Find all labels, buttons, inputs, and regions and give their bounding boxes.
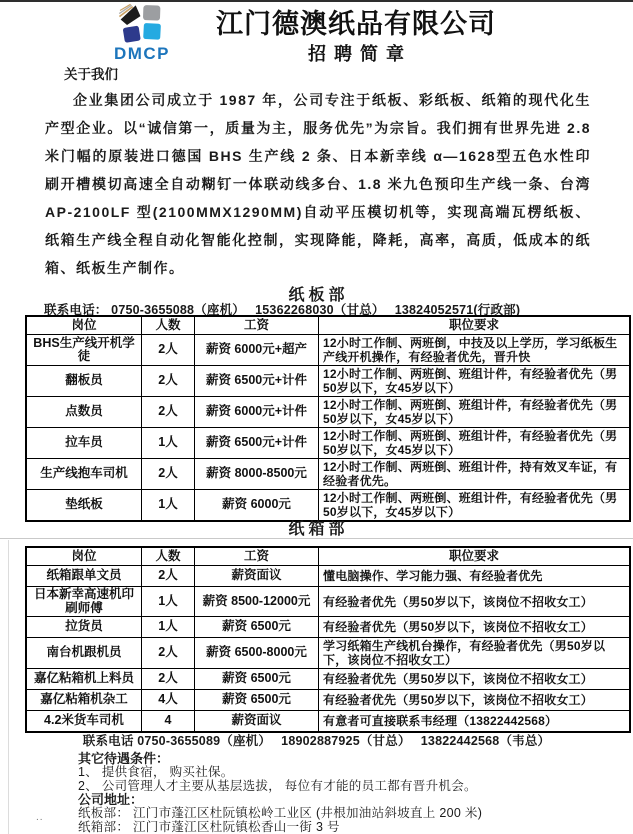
headcount-cell: 1人 [142, 587, 195, 617]
benefit-item: 2、 公司管理人才主要从基层选拔， 每位有才能的员工都有晋升机会。 [78, 778, 477, 793]
requirements-cell: 12小时工作制、两班倒、班组计件，有经验者优先（男50岁以下，女45岁以下） [319, 428, 631, 459]
job-title-cell: 日本新幸高速机印刷师傅 [26, 587, 142, 617]
salary-cell: 薪资 6500元+计件 [195, 428, 319, 459]
salary-cell: 薪资 6000元 [195, 490, 319, 522]
salary-cell: 薪资 6000元+计件 [195, 397, 319, 428]
table-row [26, 459, 630, 490]
table-row [26, 397, 630, 428]
table-row [26, 690, 630, 711]
requirements-cell: 有意者可直接联系韦经理（13822442568） [319, 711, 631, 733]
column-header: 工资 [195, 547, 319, 566]
table-row [26, 428, 630, 459]
carton-dept-contact-line: 联系电话 0750-3655089（座机） 18902887925（甘总） 13822442568（韦总） [82, 734, 551, 748]
carton-dept-jobs-table [25, 546, 631, 733]
table-row [26, 566, 630, 587]
requirements-cell: 懂电脑操作、学习能力强、有经验者优先 [319, 566, 631, 587]
job-title-cell: BHS生产线开机学徒 [26, 335, 142, 366]
table-header-row [26, 316, 630, 335]
headcount-cell: 2人 [142, 366, 195, 397]
benefit-item: 1、 提供食宿， 购买社保。 [78, 764, 234, 779]
job-title-cell: 嘉亿粘箱机杂工 [26, 690, 142, 711]
headcount-cell: 2人 [142, 638, 195, 669]
board-dept-contact-line: 联系电话： 0750-3655088（座机） 15362268030（甘总） 13824052571(行政部) [44, 303, 521, 317]
headcount-cell: 2人 [142, 566, 195, 587]
job-title-cell: 点数员 [26, 397, 142, 428]
address-carton-dept: 纸箱部： 江门市蓬江区杜阮镇松香山一街 3 号 [78, 819, 340, 834]
job-title-cell: 拉车员 [26, 428, 142, 459]
logo-text: DMCP [113, 44, 171, 63]
table-row [26, 669, 630, 690]
benefits-heading: 其它待遇条件： [78, 751, 170, 766]
job-title-cell: 纸箱跟单文员 [26, 566, 142, 587]
table-row [26, 587, 630, 617]
headcount-cell: 2人 [142, 335, 195, 366]
requirements-cell: 有经验者优先（男50岁以下，该岗位不招收女工） [319, 587, 631, 617]
requirements-cell: 有经验者优先（男50岁以下，该岗位不招收女工） [319, 617, 631, 638]
headcount-cell: 4人 [142, 690, 195, 711]
column-header: 岗位 [26, 316, 142, 335]
headcount-cell: 1人 [142, 490, 195, 522]
salary-cell: 薪资 6000元+超产 [195, 335, 319, 366]
salary-cell: 薪资 6500元+计件 [195, 366, 319, 397]
table-row [26, 617, 630, 638]
salary-cell: 薪资 6500-8000元 [195, 638, 319, 669]
job-title-cell: 垫纸板 [26, 490, 142, 522]
requirements-cell: 12小时工作制、两班倒、班组计件，有经验者优先（男50岁以下，女45岁以下） [319, 490, 631, 522]
job-title-cell: 嘉亿粘箱机上料员 [26, 669, 142, 690]
job-title-cell: 南台机跟机员 [26, 638, 142, 669]
requirements-cell: 有经验者优先（男50岁以下，该岗位不招收女工） [319, 669, 631, 690]
table-row [26, 366, 630, 397]
logo-mark-icon [115, 3, 169, 45]
headcount-cell: 2人 [142, 669, 195, 690]
headcount-cell: 4 [142, 711, 195, 733]
address-heading: 公司地址： [78, 792, 144, 808]
requirements-cell: 有经验者优先（男50岁以下，该岗位不招收女工） [319, 690, 631, 711]
column-header: 职位要求 [319, 547, 631, 566]
about-us-paragraph: 企业集团公司成立于 1987 年，公司专注于纸板、彩纸板、纸箱的现代化生产型企业。以“诚信第一，质量为主，服务优先”为宗旨。我们拥有世界先进 2.8 米门幅的原装进口德国 BHS 生产线 2 条、日本新幸线 α—1628型五色水性印刷开槽模切高速全自动糊钉一体联动线多台、1.8 米九色预印生产线一条、台湾 AP-2100LF 型(2100MMX1290MM)自动平压模切机等，实现高端瓦楞纸板、纸箱生产线全程自动化智能化控制，实现降能，降耗，高率，高质，低成本的纸箱、纸板生产制作。 [45, 92, 591, 276]
doc-title: 招聘简章 [308, 44, 412, 64]
table-row [26, 638, 630, 669]
column-header: 人数 [142, 547, 195, 566]
requirements-cell: 12小时工作制、两班倒，中技及以上学历，学习纸板生产线开机操作，有经验者优先，晋升快 [319, 335, 631, 366]
page-artifact-dots: .. [36, 812, 44, 823]
salary-cell: 薪资 6500元 [195, 617, 319, 638]
company-name-title: 江门德澳纸品有限公司 [216, 9, 496, 39]
salary-cell: 薪资面议 [195, 566, 319, 587]
job-title-cell: 4.2米货车司机 [26, 711, 142, 733]
table-row [26, 711, 630, 733]
requirements-cell: 12小时工作制、两班倒、班组计件，持有效叉车证，有经验者优先。 [319, 459, 631, 490]
salary-cell: 薪资 8000-8500元 [195, 459, 319, 490]
column-header: 人数 [142, 316, 195, 335]
page-break-line [0, 538, 633, 539]
board-dept-jobs-table [25, 315, 631, 522]
requirements-cell: 12小时工作制、两班倒、班组计件，有经验者优先（男50岁以下，女45岁以下） [319, 397, 631, 428]
table-header-row [26, 547, 630, 566]
requirements-cell: 学习纸箱生产线机台操作，有经验者优先（男50岁以下，该岗位不招收女工） [319, 638, 631, 669]
table-row [26, 335, 630, 366]
page-margin-line [8, 540, 9, 834]
salary-cell: 薪资面议 [195, 711, 319, 733]
headcount-cell: 2人 [142, 397, 195, 428]
job-title-cell: 拉货员 [26, 617, 142, 638]
salary-cell: 薪资 6500元 [195, 669, 319, 690]
headcount-cell: 1人 [142, 428, 195, 459]
footer-info [78, 752, 598, 834]
headcount-cell: 2人 [142, 459, 195, 490]
board-dept-title: 纸板部 [288, 287, 349, 304]
about-us-heading: 关于我们 [64, 67, 118, 82]
job-title-cell: 翻板员 [26, 366, 142, 397]
column-header: 职位要求 [319, 316, 631, 335]
headcount-cell: 1人 [142, 617, 195, 638]
address-board-dept: 纸板部： 江门市蓬江区杜阮镇松岭工业区 (井根加油站斜坡直上 200 米) [78, 806, 483, 821]
salary-cell: 薪资 8500-12000元 [195, 587, 319, 617]
requirements-cell: 12小时工作制、两班倒、班组计件，有经验者优先（男50岁以下，女45岁以下） [319, 366, 631, 397]
company-logo [92, 3, 192, 64]
job-title-cell: 生产线抱车司机 [26, 459, 142, 490]
column-header: 工资 [195, 316, 319, 335]
carton-dept-title: 纸箱部 [288, 521, 349, 538]
salary-cell: 薪资 6500元 [195, 690, 319, 711]
column-header: 岗位 [26, 547, 142, 566]
